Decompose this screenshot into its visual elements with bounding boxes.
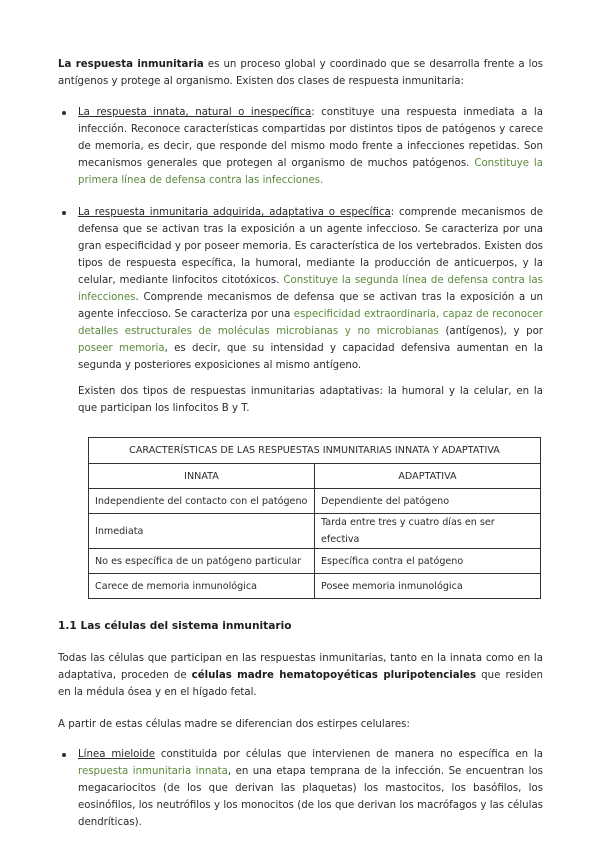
table-cell-adaptativa: Dependiente del patógeno [315,489,541,514]
table-cell-adaptativa: Específica contra el patógeno [315,549,541,574]
table-cell-adaptativa: Tarda entre tres y cuatro días en ser efectiva [315,514,541,549]
innate-term: La respuesta innata, natural o inespecífica [78,107,312,118]
list-item-myeloid [58,746,543,831]
adaptive-types-note: Existen dos tipos de respuestas inmunitarias adaptativas: la humoral y la celular, en la que participan los linfocitos B y T. [78,386,543,414]
adaptive-text-4: , es decir, que su intensidad y capacidad defensiva aumentan en la segunda y posteriores exposiciones al mismo antígeno. [78,343,543,371]
myeloid-text-1: constituida por células que intervienen de manera no específica en la [154,749,543,760]
table-cell-innata: Independiente del contacto con el patógeno [89,489,315,514]
table-row [89,574,541,599]
comparison-table [88,437,541,599]
table-cell-innata: Inmediata [89,514,315,549]
adaptive-text-1: : comprende mecanismos de defensa que se activan tras la exposición a un agente infeccioso. Se caracteriza por una gran especificidad y por poseer memoria. Es característica de los vertebrados. Existen dos tipos de respuesta específica, la humoral, mediante la producción de anticuerpos, y la celular, mediante linfocitos citotóxicos. [78,207,543,286]
intro-paragraph [58,56,543,90]
table-row [89,549,541,574]
myeloid-text-2: , en una etapa temprana de la infección. Se encuentran los megacariocitos (de los que derivan las plaquetas) los mastocitos, los basófilos, los eosinófilos, los neutrófilos y los monocitos (de los que derivan los macrófagos y las células dendríticas). [78,766,543,828]
table-cell-adaptativa: Posee memoria inmunológica [315,574,541,599]
innate-text: : constituye una respuesta inmediata a la infección. Reconoce características compartidas por distintos tipos de patógenos y carece de memoria, es decir, que responde del mismo modo frente a infecciones repetidas. Son mecanismos generales que protegen al organismo de muchos patógenos. [78,107,543,169]
adaptive-text-3: (antígenos), y por [438,326,543,337]
table-row [89,489,541,514]
myeloid-term: Línea mieloide [78,749,155,760]
list-item-adaptive [58,204,543,374]
myeloid-highlight: respuesta inmunitaria innata [78,766,228,777]
cells-origin-text-1: Todas las células que participan en las respuestas inmunitarias, tanto en la innata como en la adaptativa, proceden de [58,653,543,681]
intro-term: La respuesta inmunitaria [58,59,204,70]
lineages-list [58,746,543,831]
response-types-list [58,104,543,374]
adaptive-highlight-3: poseer memoria [78,343,165,354]
column-header-adaptativa: ADAPTATIVA [315,464,541,489]
table-title: CARACTERÍSTICAS DE LAS RESPUESTAS INMUNITARIAS INNATA Y ADAPTATIVA [89,438,541,464]
lineages-intro: A partir de estas células madre se diferencian dos estirpes celulares: [58,719,410,730]
cells-origin-text-2: que residen en la médula ósea y en el hígado fetal. [58,670,544,698]
stem-cells-term: células madre hematopoyéticas pluripotenciales [191,670,477,681]
innate-highlight: Constituye la primera línea de defensa contra las infecciones. [78,158,543,186]
table-header-row [89,464,541,489]
intro-text: es un proceso global y coordinado que se desarrolla frente a los antígenos y protege al organismo. Existen dos clases de respuesta inmunitaria: [58,59,543,87]
cells-origin-paragraph [58,650,543,701]
table-cell-innata: Carece de memoria inmunológica [89,574,315,599]
table-title-row [89,438,541,464]
adaptive-highlight-1: Constituye la segunda línea de defensa contra las infecciones [78,275,543,303]
table-row [89,514,541,549]
adaptive-text-2: . Comprende mecanismos de defensa que se activan tras la exposición a un agente infeccioso. Se caracteriza por una [78,292,543,320]
table-cell-innata: No es específica de un patógeno particular [89,549,315,574]
list-item-innate [58,104,543,189]
document-page [58,52,543,831]
adaptive-highlight-2: especificidad extraordinaria, capaz de reconocer detalles estructurales de moléculas microbianas y no microbianas [78,309,543,337]
column-header-innata: INNATA [89,464,315,489]
adaptive-term: La respuesta inmunitaria adquirida, adaptativa o específica [78,207,391,218]
section-heading: 1.1 Las células del sistema inmunitario [58,620,292,632]
